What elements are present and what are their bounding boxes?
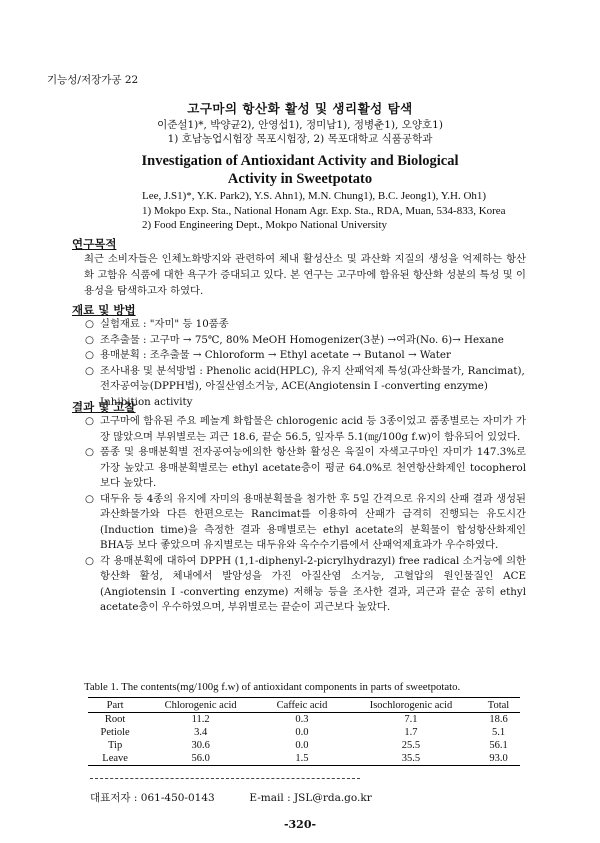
phone-number: 061-450-0143 (140, 792, 215, 804)
bullet-icon: ○ (85, 349, 94, 361)
table-header-row (88, 698, 520, 713)
english-title (0, 152, 600, 188)
table-cell: 1.5 (259, 752, 345, 766)
category-label: 기능성/저장가공 22 (47, 74, 139, 86)
table-cell: Root (104, 714, 126, 725)
methods-item: ○ 용매분획 : 조추출물 → Chloroform → Ethyl acetate → Butanol → Water (84, 348, 526, 364)
results-item: ○ 품종 및 용매분획별 전자공여능에의한 항산화 활성은 육질이 자색고구마인 자미가 147.3%로 가장 높았고 용매분획별로는 ethyl acetate층이 평균 64.0%로 천연항산화제인 tocopherol 보다 높았다. (85, 446, 526, 489)
english-affiliations (142, 204, 506, 232)
bullet-icon: ○ (85, 492, 94, 505)
english-affiliation-1: 1) Mokpo Exp. Sta., National Honam Agr. Exp. Sta., RDA, Muan, 534-833, Korea (142, 205, 506, 217)
results-heading: 결과 및 고찰 (72, 400, 136, 414)
table-cell: 11.2 (191, 714, 210, 725)
table-cell: 0.0 (295, 740, 309, 751)
table-cell: 18.6 (489, 714, 508, 725)
table-row (88, 739, 520, 752)
table-cell: 30.6 (191, 740, 210, 751)
bullet-icon: ○ (85, 554, 94, 567)
table-row (88, 713, 520, 727)
bullet-icon: ○ (85, 415, 94, 427)
table-cell: 0.3 (295, 714, 309, 725)
methods-list (84, 317, 526, 410)
results-item: ○ 각 용매분획에 대하여 DPPH (1,1-diphenyl-2-picrylhydrazyl) free radical 소거능에 의한 항산화 활성, 체내에서 발암성을 가진 아질산염 소거능, 고혈압의 원인물질인 ACE (Angiotensin I -converting enzyme) 저해능 등을 조사한 결과, 괴근과 끝순 공히 ethyl acetate층이 우수하였으며, 부위별로는 끝순이 괴근보다 높았다. (85, 554, 526, 613)
table-row (88, 752, 520, 766)
email-label: E-mail : (249, 792, 291, 804)
purpose-heading: 연구목적 (72, 237, 117, 251)
korean-authors: 이준설1)*, 박양균2), 안영섭1), 정미남1), 정병춘1), 오양호1) (157, 119, 443, 131)
table-cell: 5.1 (491, 727, 506, 738)
antioxidant-table (88, 697, 520, 766)
results-list (84, 414, 526, 616)
bullet-icon: ○ (85, 446, 94, 458)
table-cell: Leave (88, 752, 142, 766)
table-cell: 93.0 (477, 752, 520, 766)
table-cell: Tip (108, 740, 123, 751)
table-cell: 1.7 (404, 727, 418, 738)
korean-affiliations: 1) 호남농업시험장 목포시험장, 2) 목포대학교 식품공학과 (167, 133, 433, 145)
table-caption: Table 1. The contents(mg/100g f.w) of antioxidant components in parts of sweetpotato. (84, 681, 461, 693)
results-item: ○ 고구마에 함유된 주요 페놀계 화합물은 chlorogenic acid 등 3종이었고 품종별로는 자미가 가장 많았으며 부위별로는 괴근 18.6, 끝순 56.5, 잎자루 5.1(㎎/100g f.w)이 함유되어 있었다. (85, 415, 526, 443)
table-header-cell: Isochlorogenic acid (345, 698, 477, 713)
table-header-cell: Part (88, 698, 142, 713)
bullet-icon: ○ (85, 364, 94, 377)
methods-item: ○ 조사내용 및 분석방법 : Phenolic acid(HPLC), 유지 산패억제 특성(과산화물가, Rancimat), 전자공여능(DPPH법), 아질산염소거능, ACE(Angiotensin I -converting enzyme) Inhibition activity (85, 364, 525, 408)
page-number: -320- (283, 818, 317, 831)
footnote-divider (90, 778, 360, 779)
table-row (88, 726, 520, 739)
table-cell: 0.0 (295, 727, 309, 738)
table-header-cell: Chlorogenic acid (142, 698, 259, 713)
purpose-text: 최근 소비자들은 인체노화방지와 관련하여 체내 활성산소 및 과산화 지질의 생성을 억제하는 항산화 고함유 식품에 대한 욕구가 증대되고 있다. 본 연구는 고구마에 함유된 항산화 성분의 특성 및 이용성을 탐색하고자 하였다. (84, 253, 526, 297)
bullet-icon: ○ (85, 333, 94, 346)
table-header-cell: Caffeic acid (259, 698, 345, 713)
table-cell: Petiole (100, 727, 130, 738)
table-cell: 56.1 (489, 740, 508, 751)
table-header-cell: Total (477, 698, 520, 713)
english-title-line-2: Activity in Sweetpotato (227, 171, 373, 187)
table-cell: 3.4 (194, 727, 208, 738)
korean-title: 고구마의 항산화 활성 및 생리활성 탐색 (187, 101, 413, 116)
results-item: ○ 대두유 등 4종의 유지에 자미의 용매분획물을 첨가한 후 5일 간격으로 유지의 산패 결과 생성된 과산화물가와 다른 한편으로는 Rancimat를 이용하여 산패가 급격히 진행되는 유도시간(Induction time)을 측정한 결과 용매별로는 ethyl acetate의 분획물이 합성항산화제인 BHA등 보다 좋았으며 유지별로는 대두유와 옥수수기름에서 산패억제효과가 우수하였다. (85, 492, 526, 551)
english-authors: Lee, J.S1)*, Y.K. Park2), Y.S. Ahn1), M.N. Chung1), B.C. Jeong1), Y.H. Oh1) (142, 190, 487, 202)
english-title-line-1: Investigation of Antioxidant Activity and Biological (141, 153, 459, 169)
methods-item: ○ 실험재료 : "자미" 등 10품종 (84, 317, 526, 333)
contact-info (90, 790, 372, 805)
table-cell: 35.5 (345, 752, 477, 766)
bullet-icon: ○ (85, 318, 94, 330)
methods-item: ○ 조추출물 : 고구마 → 75℃, 80% MeOH Homogenizer(3분) →여과(No. 6)→ Hexane (84, 333, 526, 349)
table-cell: 25.5 (401, 740, 421, 751)
methods-heading: 재료 및 방법 (72, 303, 136, 317)
english-affiliation-2: 2) Food Engineering Dept., Mokpo National University (142, 219, 388, 231)
phone-label: 대표저자 : (90, 792, 138, 804)
email-address: JSL@rda.go.kr (293, 792, 372, 804)
table-cell: 7.1 (404, 714, 418, 725)
table-cell: 56.0 (142, 752, 259, 766)
